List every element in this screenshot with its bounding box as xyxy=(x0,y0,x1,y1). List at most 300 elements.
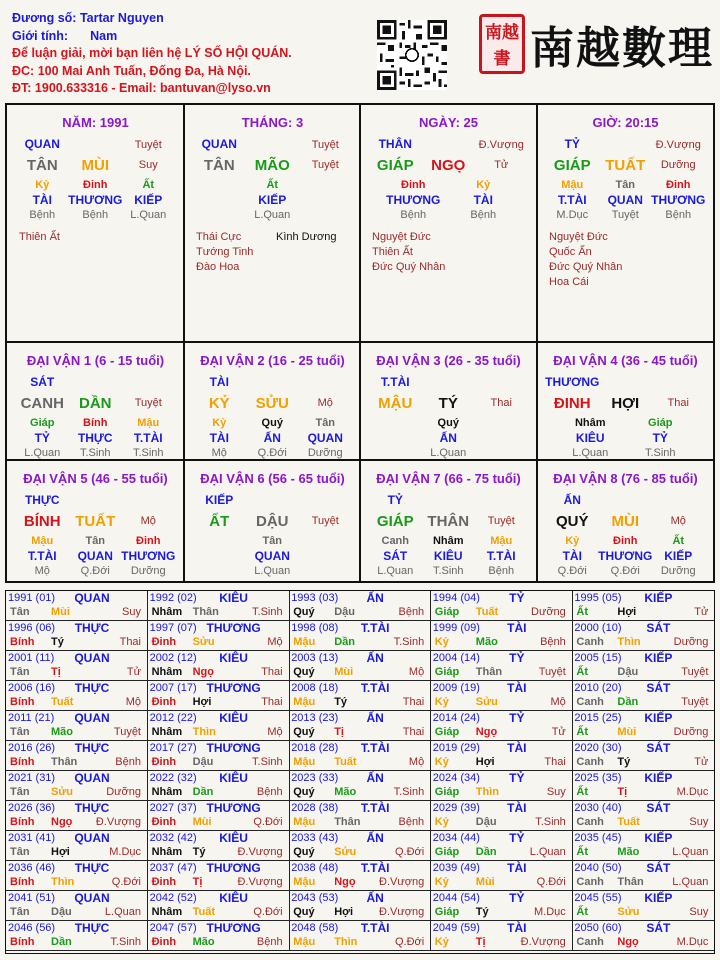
year-branch: Ngọ xyxy=(334,876,356,888)
special-star: Đào Hoa xyxy=(196,261,240,273)
luck-hidden-stem: Mậu xyxy=(31,535,54,547)
year-ten-god: QUAN xyxy=(74,771,110,785)
year-phase: Bệnh xyxy=(540,636,566,648)
luck-hidden-phase: Dưỡng xyxy=(130,565,166,577)
year-cell xyxy=(431,711,573,741)
growth-phase: Suy xyxy=(138,159,158,171)
year-phase: Tử xyxy=(551,726,566,738)
luck-hidden-god: T.TÀI xyxy=(133,431,163,445)
year-branch: Dậu xyxy=(617,666,639,678)
year-cell xyxy=(572,801,714,831)
luck-hidden-god: QUAN xyxy=(254,549,290,563)
year-cell xyxy=(431,801,573,831)
year-ten-god: THƯƠNG xyxy=(206,801,261,815)
year-ten-god: SÁT xyxy=(646,681,671,695)
year-ten-god: QUAN xyxy=(74,891,110,905)
luck-hidden-phase: T.Sinh xyxy=(79,447,111,459)
year-stem: Quý xyxy=(293,786,315,798)
year-phase: Q.Đới xyxy=(536,876,566,888)
year-stem: Mậu xyxy=(293,876,316,888)
year-stem: Kỷ xyxy=(434,756,449,768)
pillar-title: NGÀY: 25 xyxy=(419,115,478,130)
year-phase: Dưỡng xyxy=(673,726,709,738)
year-cell xyxy=(6,921,148,951)
year-cell xyxy=(289,591,431,621)
luck-pillar-1 xyxy=(7,343,184,459)
luck-pillar-7 xyxy=(360,461,537,581)
year-phase: Mộ xyxy=(408,756,425,768)
luck-hidden-phase: Q.Đới xyxy=(80,565,110,577)
year-branch: Mão xyxy=(475,636,498,648)
year-branch: Ngọ xyxy=(617,936,639,948)
luck-hidden-phase: T.Sinh xyxy=(644,447,676,459)
year-branch: Sửu xyxy=(51,786,74,798)
luck-hidden-stem: Ất xyxy=(672,535,685,547)
year-branch: Mùi xyxy=(617,726,637,738)
growth-phase-top: Đ.Vượng xyxy=(478,139,524,151)
luck-hidden-god: QUAN xyxy=(77,549,113,563)
year-stem: Quý xyxy=(293,606,315,618)
year-label: 2036 (46) xyxy=(8,862,56,874)
luck-hidden-phase: Q.Đới xyxy=(257,447,287,459)
growth-phase: Mộ xyxy=(317,397,333,409)
luck-hidden-phase: Mộ xyxy=(34,565,50,577)
year-branch: Thân xyxy=(334,816,361,828)
year-branch: Tị xyxy=(617,786,628,798)
address-line: ĐC: 100 Mai Anh Tuấn, Đống Đa, Hà Nội. xyxy=(12,63,251,78)
pillar-hidden-god: QUAN xyxy=(607,193,643,207)
luck-hidden-stem: Tân xyxy=(315,417,336,429)
year-stem: Giáp xyxy=(434,846,460,858)
year-stem: Quý xyxy=(293,666,315,678)
year-label: 2040 (50) xyxy=(574,862,622,874)
ten-god-label: KIẾP xyxy=(205,493,234,507)
luck-pillar-4 xyxy=(537,343,714,459)
year-branch: Sửu xyxy=(334,846,357,858)
year-cell xyxy=(148,921,290,951)
ten-god-label: TỶ xyxy=(564,137,580,151)
gender-label: Giới tính: xyxy=(12,28,69,43)
luck-hidden-stem: Bính xyxy=(83,417,108,429)
year-ten-god: QUAN xyxy=(74,831,110,845)
logo-seal: 南越書 xyxy=(479,14,525,74)
year-cell xyxy=(431,741,573,771)
year-phase: Đ.Vượng xyxy=(95,816,141,828)
year-cell xyxy=(6,681,148,711)
luck-hidden-god: SÁT xyxy=(383,549,408,563)
year-ten-god: T.TÀI xyxy=(360,921,390,935)
heavenly-stem: MẬU xyxy=(378,395,413,412)
special-star: Kình Dương xyxy=(276,231,337,243)
luck-hidden-stem: Tân xyxy=(262,535,283,547)
year-cell xyxy=(148,861,290,891)
year-stem: Giáp xyxy=(434,606,460,618)
special-star: Nguyệt Đức xyxy=(372,231,431,243)
year-phase: Bệnh xyxy=(115,756,141,768)
year-ten-god: TỶ xyxy=(509,711,525,725)
year-cell xyxy=(572,861,714,891)
earthly-branch: DẦN xyxy=(79,395,112,412)
year-branch: Tuất xyxy=(51,696,74,708)
year-ten-god: ẤN xyxy=(366,771,384,785)
year-cell xyxy=(431,591,573,621)
luck-pillar-2 xyxy=(184,343,361,459)
luck-hidden-stem: Canh xyxy=(381,535,409,547)
year-cell xyxy=(289,921,431,951)
special-star: Đức Quý Nhân xyxy=(549,261,623,273)
year-ten-god: TÀI xyxy=(507,681,527,695)
year-stem: Mậu xyxy=(293,756,316,768)
year-ten-god: QUAN xyxy=(74,711,110,725)
year-stem: Canh xyxy=(576,696,604,708)
year-ten-god: ẤN xyxy=(366,831,384,845)
year-stem: Mậu xyxy=(293,696,316,708)
ten-god-label: THỰC xyxy=(24,493,60,507)
pillar-4 xyxy=(537,105,714,341)
owner-name: Tartar Nguyen xyxy=(79,11,164,25)
year-branch: Thìn xyxy=(617,636,641,648)
luck-hidden-phase: T.Sinh xyxy=(132,447,164,459)
year-label: 2004 (14) xyxy=(432,652,480,664)
growth-phase: Tuyệt xyxy=(134,397,162,409)
year-phase: Mộ xyxy=(550,696,566,708)
growth-phase: Tuyệt xyxy=(311,515,339,527)
year-branch: Thìn xyxy=(475,786,500,798)
luck-pillar-title: ĐẠI VẬN 4 (36 - 45 tuổi) xyxy=(553,353,698,368)
luck-pillar-title: ĐẠI VẬN 5 (46 - 55 tuổi) xyxy=(23,471,168,486)
year-stem: Nhâm xyxy=(151,846,183,858)
year-phase: T.Sinh xyxy=(252,756,283,768)
year-stem: Bính xyxy=(10,756,35,768)
year-cell xyxy=(572,741,714,771)
year-cell xyxy=(289,801,431,831)
earthly-branch: NGỌ xyxy=(431,157,466,174)
year-stem: Bính xyxy=(10,696,35,708)
year-phase: Thai xyxy=(119,636,141,648)
year-cell xyxy=(148,741,290,771)
year-label: 2015 (25) xyxy=(574,712,622,724)
year-stem: Kỷ xyxy=(434,936,449,948)
luck-hidden-phase: L.Quan xyxy=(24,447,61,459)
year-cell xyxy=(148,771,290,801)
luck-hidden-god: KIÊU xyxy=(575,431,605,445)
luck-hidden-god: THỰC xyxy=(77,431,113,445)
year-branch: Mùi xyxy=(475,876,495,888)
year-label: 2001 (11) xyxy=(8,652,55,664)
heavenly-stem: TÂN xyxy=(26,157,58,174)
luck-hidden-phase: Dưỡng xyxy=(660,565,696,577)
luck-hidden-god: TỶ xyxy=(652,431,668,445)
luck-pillar-title: ĐẠI VẬN 3 (26 - 35 tuổi) xyxy=(376,353,521,368)
year-cell xyxy=(431,891,573,921)
year-label: 1996 (06) xyxy=(8,622,56,634)
year-label: 2002 (12) xyxy=(149,652,197,664)
year-ten-god: THƯƠNG xyxy=(206,741,261,755)
year-label: 2042 (52) xyxy=(149,892,197,904)
year-label: 2038 (48) xyxy=(291,862,339,874)
year-label: 2032 (42) xyxy=(149,832,197,844)
pillar-hidden-stem: Kỷ xyxy=(476,179,491,191)
phone-email-line: ĐT: 1900.633316 - Email: bantuvan@lyso.vn xyxy=(12,81,271,95)
luck-hidden-phase: Mộ xyxy=(211,447,227,459)
year-cell xyxy=(431,861,573,891)
year-cell xyxy=(572,921,714,951)
luck-hidden-god: T.TÀI xyxy=(486,549,516,563)
year-phase: Q.Đới xyxy=(394,846,425,858)
year-branch: Hợi xyxy=(617,606,637,618)
year-branch: Hợi xyxy=(51,846,70,858)
year-cell xyxy=(431,681,573,711)
year-stem: Tân xyxy=(10,726,30,738)
year-cell xyxy=(289,831,431,861)
luck-hidden-phase: Dưỡng xyxy=(307,447,343,459)
year-stem: Mậu xyxy=(293,936,316,948)
heavenly-stem: TÂN xyxy=(203,157,235,174)
heavenly-stem: GIÁP xyxy=(376,157,414,174)
ten-god-label: SÁT xyxy=(30,375,55,389)
luck-pillar-3 xyxy=(360,343,537,459)
year-phase: Bệnh xyxy=(256,786,283,798)
luck-pillar-title: ĐẠI VẬN 1 (6 - 15 tuổi) xyxy=(26,353,165,368)
year-phase: Đ.Vượng xyxy=(237,876,283,888)
year-ten-god: T.TÀI xyxy=(360,801,390,815)
year-stem: Mậu xyxy=(293,816,316,828)
year-cell xyxy=(572,591,714,621)
special-star: Thiên Ất xyxy=(19,231,60,243)
year-ten-god: KIÊU xyxy=(219,891,248,905)
year-label: 1997 (07) xyxy=(149,622,197,634)
year-phase: Đ.Vượng xyxy=(379,876,425,888)
special-star: Thái Cực xyxy=(196,231,242,243)
earthly-branch: TUẤT xyxy=(75,513,116,530)
year-phase: Mộ xyxy=(408,666,425,678)
luck-pillar-6 xyxy=(184,461,361,581)
year-phase: T.Sinh xyxy=(393,636,425,648)
year-phase: M.Dục xyxy=(676,936,709,948)
gender-line xyxy=(12,28,292,46)
year-branch: Mùi xyxy=(51,606,70,618)
year-label: 2022 (32) xyxy=(149,772,197,784)
year-ten-god: THƯƠNG xyxy=(206,861,261,875)
ten-god-label: T.TÀI xyxy=(380,375,410,389)
year-stem: Kỷ xyxy=(434,816,449,828)
year-ten-god: T.TÀI xyxy=(360,681,390,695)
year-branch: Dần xyxy=(51,936,72,948)
year-ten-god: KIẾP xyxy=(644,891,673,905)
year-stem: Đinh xyxy=(151,876,177,888)
growth-phase: Tuyệt xyxy=(311,159,339,171)
pillar-hidden-god: T.TÀI xyxy=(557,193,587,207)
pillar-hidden-phase: Bệnh xyxy=(665,209,692,221)
luck-hidden-phase: Q.Đới xyxy=(557,565,587,577)
pillar-title: GIỜ: 20:15 xyxy=(592,115,659,130)
year-stem: Quý xyxy=(293,726,315,738)
year-label: 2029 (39) xyxy=(432,802,480,814)
luck-hidden-stem: Quý xyxy=(437,417,459,429)
year-cell xyxy=(431,831,573,861)
luck-hidden-stem: Kỷ xyxy=(565,535,580,547)
year-phase: Q.Đới xyxy=(394,936,425,948)
year-label: 2039 (49) xyxy=(432,862,480,874)
luck-hidden-stem: Mậu xyxy=(137,417,160,429)
special-star: Thiên Ất xyxy=(372,246,413,258)
year-stem: Tân xyxy=(10,666,30,678)
brand-logo xyxy=(476,8,714,78)
year-ten-god: TỶ xyxy=(509,771,525,785)
year-branch: Thân xyxy=(51,756,78,768)
year-branch: Thìn xyxy=(334,936,358,948)
year-label: 2000 (10) xyxy=(574,622,622,634)
year-stem: Nhâm xyxy=(151,666,183,678)
year-phase: Dưỡng xyxy=(106,786,141,798)
year-cell xyxy=(572,621,714,651)
year-branch: Mùi xyxy=(334,666,354,678)
year-label: 1999 (09) xyxy=(432,622,480,634)
year-cell xyxy=(148,711,290,741)
growth-phase-top: Đ.Vượng xyxy=(655,139,701,151)
year-label: 2020 (30) xyxy=(574,742,622,754)
year-ten-god: T.TÀI xyxy=(360,621,390,635)
qr-code[interactable] xyxy=(377,20,447,90)
year-phase: Suy xyxy=(689,816,709,828)
year-stem: Ất xyxy=(576,786,588,798)
luck-hidden-phase: L.Quan xyxy=(430,447,467,459)
earthly-branch: MÃO xyxy=(254,157,290,174)
year-ten-god: KIẾP xyxy=(644,711,673,725)
year-cell xyxy=(6,771,148,801)
heavenly-stem: GIÁP xyxy=(376,513,414,530)
year-phase: Đ.Vượng xyxy=(379,906,425,918)
pillar-hidden-stem: Ất xyxy=(142,179,155,191)
year-ten-god: ẤN xyxy=(366,711,384,725)
luck-pillar-5 xyxy=(7,461,184,581)
year-phase: Dưỡng xyxy=(531,606,566,618)
year-phase: Mộ xyxy=(125,696,141,708)
luck-hidden-god: TÀI xyxy=(562,549,582,563)
year-label: 2006 (16) xyxy=(8,682,56,694)
luck-hidden-god: TÀI xyxy=(209,431,229,445)
pillar-hidden-god: THƯƠNG xyxy=(651,193,706,207)
year-phase: L.Quan xyxy=(529,846,566,858)
year-stem: Quý xyxy=(293,906,315,918)
luck-pillar-title: ĐẠI VẬN 2 (16 - 25 tuổi) xyxy=(200,353,345,368)
growth-phase: Thai xyxy=(490,397,512,409)
ten-god-label: ẤN xyxy=(563,493,581,507)
year-branch: Ngọ xyxy=(51,816,73,828)
growth-phase: Tử xyxy=(494,159,509,171)
year-stem: Đinh xyxy=(151,936,177,948)
luck-hidden-phase: Q.Đới xyxy=(610,565,640,577)
year-stem: Mậu xyxy=(293,636,316,648)
heavenly-stem: ĐINH xyxy=(553,395,591,412)
year-phase: Q.Đới xyxy=(253,816,283,828)
pillar-hidden-phase: Bệnh xyxy=(400,209,427,221)
year-branch: Dậu xyxy=(475,816,497,828)
year-label: 2028 (38) xyxy=(291,802,339,814)
year-phase: Thai xyxy=(544,756,566,768)
growth-phase-top: Tuyệt xyxy=(311,139,339,151)
year-ten-god: TÀI xyxy=(507,801,527,815)
year-branch: Mùi xyxy=(192,816,212,828)
pillar-hidden-stem: Tân xyxy=(615,179,636,191)
year-ten-god: ẤN xyxy=(366,891,384,905)
year-branch: Hợi xyxy=(334,906,354,918)
year-cell xyxy=(572,831,714,861)
year-ten-god: TÀI xyxy=(507,861,527,875)
pillar-hidden-phase: M.Dục xyxy=(556,209,589,221)
year-cell xyxy=(6,741,148,771)
year-label: 2016 (26) xyxy=(8,742,56,754)
year-stem: Bính xyxy=(10,636,35,648)
ten-god-label: TÀI xyxy=(209,375,229,389)
year-branch: Hợi xyxy=(192,696,212,708)
year-stem: Giáp xyxy=(434,906,460,918)
year-phase: Dưỡng xyxy=(673,636,709,648)
luck-hidden-stem: Giáp xyxy=(648,417,673,429)
year-ten-god: ẤN xyxy=(366,591,384,605)
year-ten-god: QUAN xyxy=(74,591,110,605)
earthly-branch: MÙI xyxy=(611,513,639,530)
year-phase: L.Quan xyxy=(672,876,709,888)
year-phase: Đ.Vượng xyxy=(237,846,283,858)
year-cell xyxy=(431,921,573,951)
year-branch: Tị xyxy=(192,876,203,888)
pillar-grid xyxy=(5,103,715,583)
year-cell xyxy=(148,591,290,621)
year-stem: Quý xyxy=(293,846,315,858)
year-ten-god: ẤN xyxy=(366,651,384,665)
luck-hidden-stem: Nhâm xyxy=(574,417,606,429)
year-phase: T.Sinh xyxy=(110,936,141,948)
year-ten-god: THƯƠNG xyxy=(206,681,261,695)
luck-hidden-god: THƯƠNG xyxy=(121,549,176,563)
pillar-hidden-stem: Đinh xyxy=(666,179,691,191)
year-cell xyxy=(572,681,714,711)
year-label: 2011 (21) xyxy=(8,712,55,724)
year-ten-god: KIÊU xyxy=(219,831,248,845)
year-ten-god: QUAN xyxy=(74,651,110,665)
pillar-hidden-phase: Bệnh xyxy=(82,209,109,221)
year-cell xyxy=(431,771,573,801)
year-label: 2048 (58) xyxy=(291,922,339,934)
luck-hidden-stem: Đinh xyxy=(613,535,638,547)
luck-hidden-god: QUAN xyxy=(307,431,343,445)
year-branch: Tý xyxy=(192,846,206,858)
year-phase: T.Sinh xyxy=(252,606,283,618)
year-ten-god: KIÊU xyxy=(219,651,248,665)
special-star: Hoa Cái xyxy=(549,276,589,288)
year-label: 2044 (54) xyxy=(432,892,480,904)
header-info xyxy=(12,10,292,98)
growth-phase: Mộ xyxy=(670,515,686,527)
year-stem: Đinh xyxy=(151,816,177,828)
year-branch: Dậu xyxy=(334,606,355,618)
year-branch: Tý xyxy=(475,906,489,918)
earthly-branch: MÙI xyxy=(81,157,109,174)
year-ten-god: SÁT xyxy=(646,921,671,935)
luck-hidden-phase: T.Sinh xyxy=(432,565,464,577)
year-label: 2050 (60) xyxy=(574,922,622,934)
year-label: 2007 (17) xyxy=(149,682,197,694)
year-branch: Thìn xyxy=(192,726,216,738)
year-ten-god: SÁT xyxy=(646,801,671,815)
pillar-hidden-stem: Mậu xyxy=(561,179,584,191)
year-cell xyxy=(6,831,148,861)
year-stem: Đinh xyxy=(151,636,177,648)
luck-hidden-stem: Quý xyxy=(261,417,283,429)
heavenly-stem: GIÁP xyxy=(553,157,591,174)
year-cell xyxy=(289,621,431,651)
